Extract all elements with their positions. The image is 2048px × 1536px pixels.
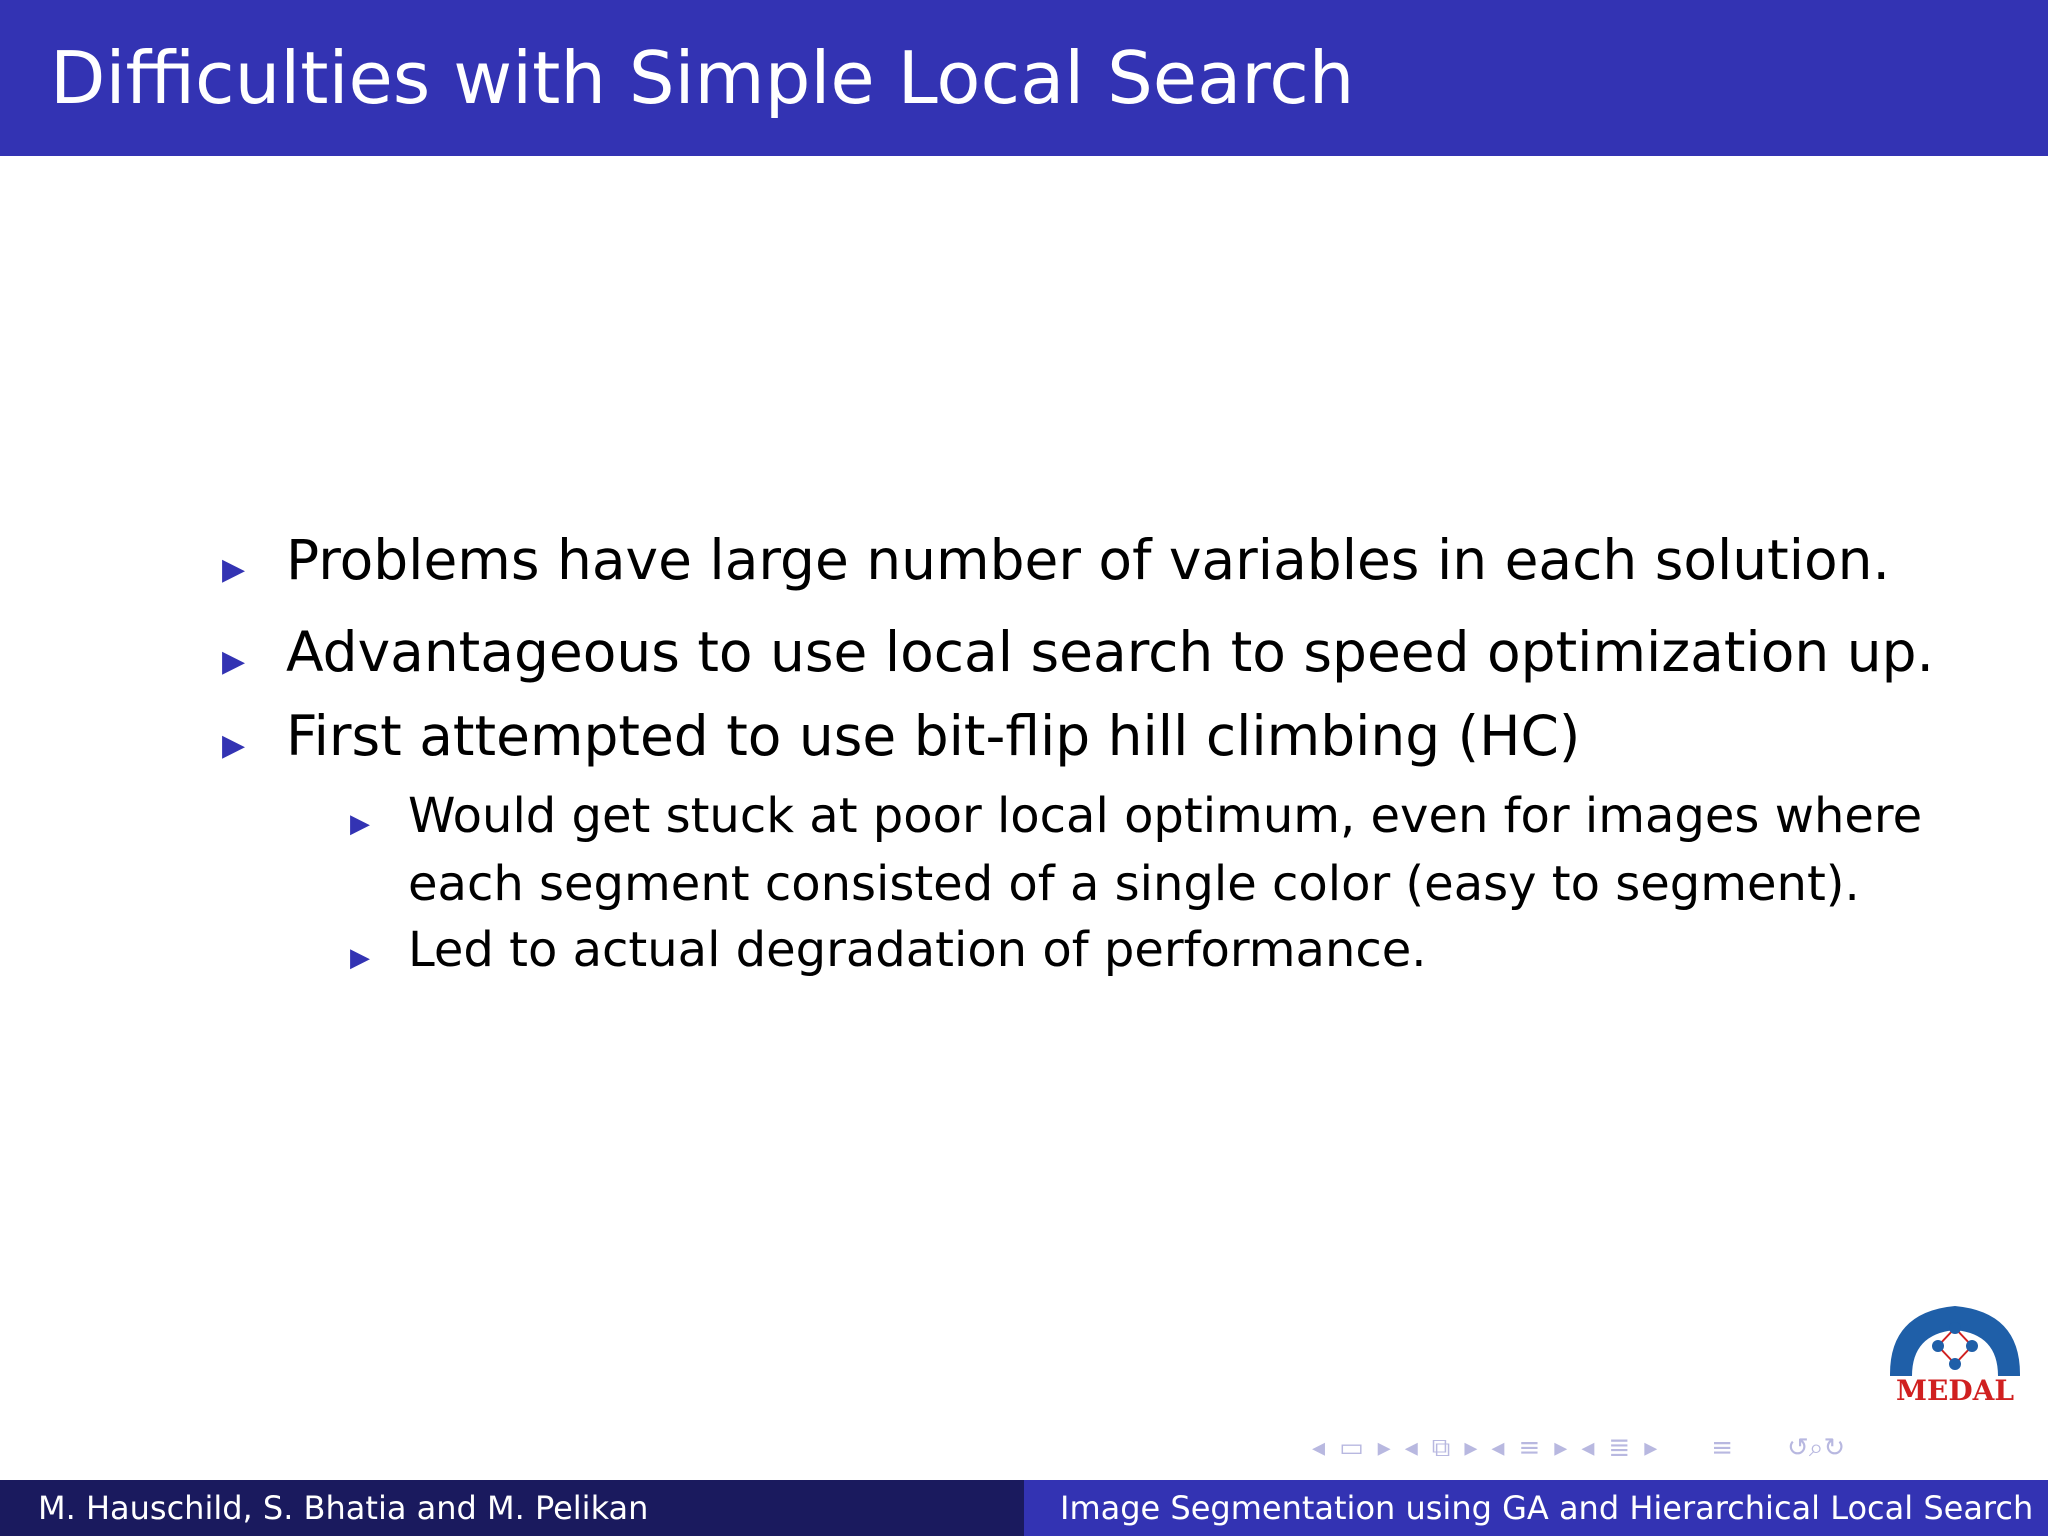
medal-logo bbox=[1880, 1294, 2030, 1414]
bullet-triangle-icon: ▶ bbox=[222, 552, 246, 587]
nav-left-arrow-icon[interactable]: ◂ bbox=[1581, 1433, 1595, 1463]
beamer-navigation bbox=[1312, 1432, 2032, 1464]
sub-bullet-triangle-icon: ▶ bbox=[350, 809, 370, 839]
nav-right-arrow-icon[interactable]: ▸ bbox=[1377, 1433, 1391, 1463]
sub-bullet-item-2 bbox=[350, 922, 1427, 978]
back-search-icon[interactable]: ↺⌕↻ bbox=[1787, 1432, 1846, 1463]
section-icon[interactable]: ≡ bbox=[1518, 1433, 1541, 1463]
logo-text: MEDAL bbox=[1895, 1374, 2015, 1407]
bullet-item-2 bbox=[222, 620, 1934, 684]
subsection-icon[interactable]: ⧉ bbox=[1431, 1432, 1451, 1463]
nav-left-arrow-icon[interactable]: ◂ bbox=[1404, 1433, 1418, 1463]
bullet-triangle-icon: ▶ bbox=[222, 644, 246, 679]
footer-authors: M. Hauschild, S. Bhatia and M. Pelikan bbox=[0, 1480, 1024, 1536]
slide-footer bbox=[0, 1480, 2048, 1536]
nav-left-arrow-icon[interactable]: ◂ bbox=[1491, 1433, 1505, 1463]
nav-right-arrow-icon[interactable]: ▸ bbox=[1644, 1433, 1658, 1463]
bullet-item-1 bbox=[222, 528, 1890, 592]
bullet-item-3 bbox=[222, 704, 1580, 768]
section-icon[interactable]: ≣ bbox=[1608, 1433, 1631, 1463]
slide-title: Difficulties with Simple Local Search bbox=[50, 36, 1355, 120]
nav-left-arrow-icon[interactable]: ◂ bbox=[1312, 1433, 1326, 1463]
sub-bullet-text-continuation: each segment consisted of a single color (easy to segment). bbox=[408, 856, 1860, 912]
sub-bullet-triangle-icon: ▶ bbox=[350, 943, 370, 973]
frame-icon[interactable]: ▭ bbox=[1339, 1433, 1364, 1463]
align-icon[interactable]: ≡ bbox=[1711, 1433, 1734, 1463]
sub-bullet-text: Would get stuck at poor local optimum, even for images where bbox=[408, 788, 1923, 844]
nav-right-arrow-icon[interactable]: ▸ bbox=[1464, 1433, 1478, 1463]
bullet-text: First attempted to use bit-flip hill climbing (HC) bbox=[286, 704, 1581, 768]
footer-talk-title: Image Segmentation using GA and Hierarchical Local Search bbox=[1024, 1480, 2048, 1536]
sub-bullet-text: Led to actual degradation of performance. bbox=[408, 922, 1427, 978]
nav-right-arrow-icon[interactable]: ▸ bbox=[1554, 1433, 1568, 1463]
bullet-triangle-icon: ▶ bbox=[222, 728, 246, 763]
bullet-text: Problems have large number of variables in each solution. bbox=[286, 528, 1890, 592]
bullet-text: Advantageous to use local search to speed optimization up. bbox=[286, 620, 1934, 684]
sub-bullet-item-1 bbox=[350, 788, 1922, 844]
